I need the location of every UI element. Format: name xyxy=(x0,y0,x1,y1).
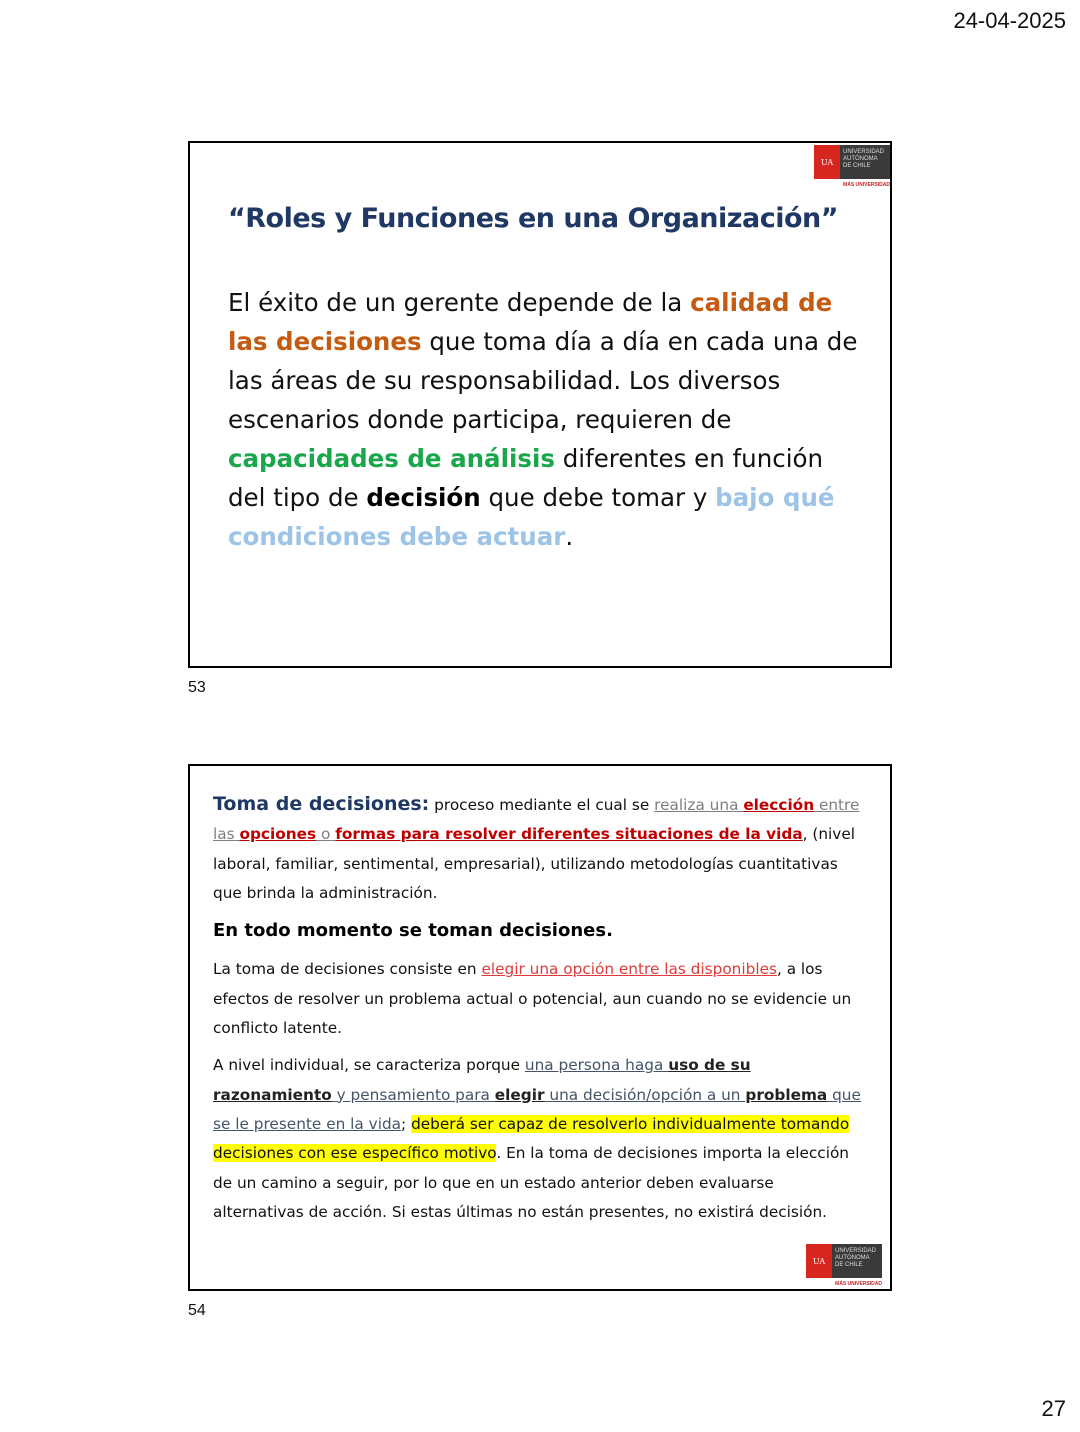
underlined-red: formas para resolver diferentes situaciones de la vida xyxy=(335,825,803,844)
logo-line: UNIVERSIDAD xyxy=(843,149,885,155)
underlined: o xyxy=(316,825,336,844)
highlight-orange: calidad de las decisiones xyxy=(228,288,833,356)
logo-line: UNIVERSIDAD xyxy=(835,1248,877,1254)
text: que debe tomar y xyxy=(480,483,716,512)
underlined-red: elegir una opción entre las disponibles xyxy=(481,960,777,979)
text: . En la toma de decisiones importa la elección de un camino a seguir, por lo que en un estado anterior deben evaluarse alternativas de acción. Si estas últimas no están presentes, no existirá decisión. xyxy=(213,1144,849,1221)
term: Toma de decisiones: xyxy=(213,793,430,815)
text: , (nivel laboral, familiar, sentimental, empresarial), utilizando metodologías cuantitativas que brinda la administración. xyxy=(213,825,855,902)
logo-line: AUTÓNOMA xyxy=(843,156,878,162)
logo-line: DE CHILE xyxy=(843,163,871,169)
underlined-bold: elegir xyxy=(494,1085,545,1104)
slide-heading: En todo momento se toman decisiones. xyxy=(213,920,613,942)
definition-paragraph xyxy=(213,790,863,908)
text: La toma de decisiones consiste en xyxy=(213,960,482,979)
highlight-green: capacidades de análisis xyxy=(228,444,555,473)
underlined-bold: problema xyxy=(745,1085,828,1104)
underlined-red: opciones xyxy=(239,825,317,844)
paragraph xyxy=(213,1051,863,1227)
underlined: realiza una xyxy=(654,796,744,814)
university-logo xyxy=(806,1244,882,1287)
text: proceso mediante el cual se xyxy=(429,796,655,814)
slide-body xyxy=(228,283,868,556)
slide-number: 53 xyxy=(188,679,206,696)
print-date: 24-04-2025 xyxy=(953,8,1066,33)
text: que toma día a día en cada una de las áreas de su responsabilidad. Los diversos escenarios donde participa, requieren de xyxy=(228,327,858,434)
highlighted-text: deberá ser capaz de resolverlo individualmente tomando decisiones con ese específico motivo xyxy=(213,1114,850,1163)
highlight-lightblue: bajo qué condiciones debe actuar xyxy=(228,483,835,551)
logo-line: AUTÓNOMA xyxy=(835,1255,870,1261)
paragraph xyxy=(213,955,863,1043)
logo-line: DE CHILE xyxy=(835,1262,863,1268)
ua-shield-icon: UA xyxy=(806,1244,832,1278)
slide-title: “Roles y Funciones en una Organización” xyxy=(228,203,838,234)
underlined: una decisión/opción a un xyxy=(544,1085,746,1104)
underlined: y pensamiento para xyxy=(331,1085,495,1104)
underlined: una persona haga xyxy=(524,1056,669,1075)
slide-53 xyxy=(188,141,892,668)
text: , a los efectos de resolver un problema actual o potencial, aun cuando no se evidencie un conflicto latente. xyxy=(213,960,852,1038)
text: diferentes en función del tipo de xyxy=(228,444,824,512)
text: El éxito de un gerente depende de la xyxy=(228,288,691,317)
ua-shield-icon: UA xyxy=(814,145,840,179)
logo-tagline: MÁS UNIVERSIDAD xyxy=(835,1281,882,1287)
slide-54 xyxy=(188,764,892,1291)
underlined-red: elección xyxy=(743,796,815,814)
text: ; xyxy=(401,1114,412,1133)
slide-number: 54 xyxy=(188,1302,206,1319)
text: . xyxy=(565,522,574,551)
underlined: entre las xyxy=(213,796,860,844)
underlined-bold: uso de su razonamiento xyxy=(213,1056,751,1104)
logo-tagline: MÁS UNIVERSIDAD xyxy=(843,182,890,188)
underlined: que se le presente en la vida xyxy=(213,1085,861,1133)
page-number: 27 xyxy=(1041,1396,1066,1421)
university-logo xyxy=(814,145,890,188)
text: A nivel individual, se caracteriza porque xyxy=(213,1056,525,1075)
slide-body xyxy=(213,790,863,1235)
highlight-bold: decisión xyxy=(366,483,481,512)
